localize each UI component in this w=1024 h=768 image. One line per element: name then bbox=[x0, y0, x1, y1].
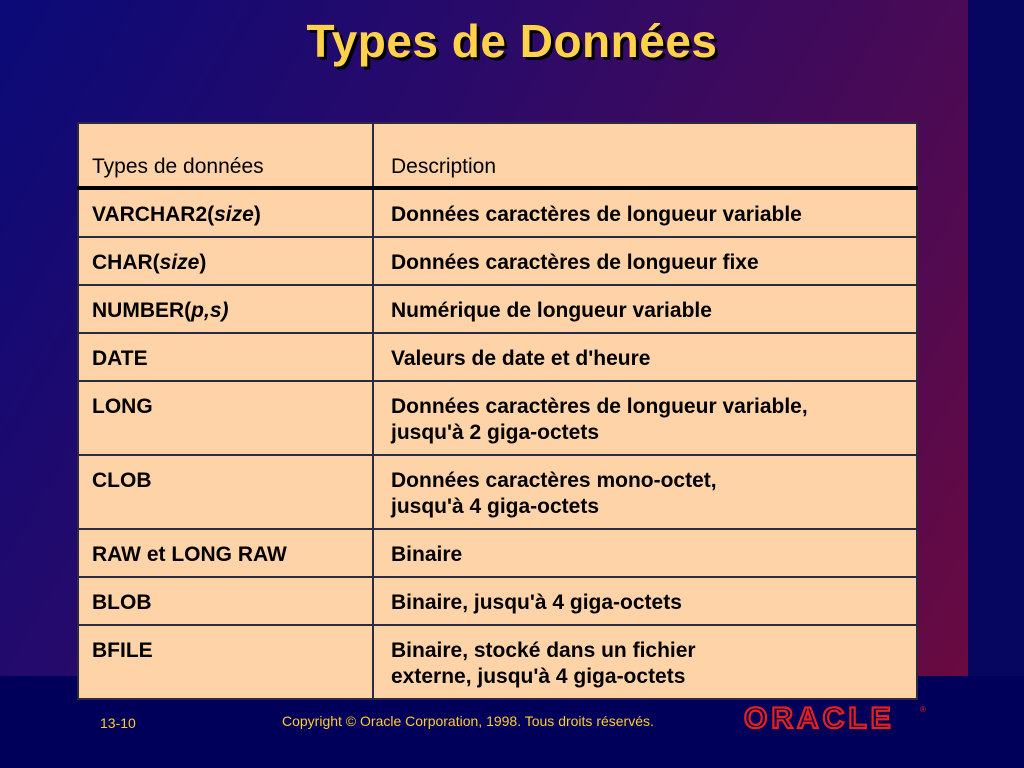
type-name: LONG bbox=[92, 395, 153, 418]
registered-mark: ® bbox=[920, 705, 926, 714]
table-row bbox=[78, 455, 917, 529]
oracle-logo bbox=[744, 700, 930, 734]
type-name: DATE bbox=[92, 347, 148, 370]
description-cell bbox=[373, 333, 917, 381]
type-name: NUMBER( bbox=[92, 299, 192, 322]
table-row bbox=[78, 285, 917, 333]
header-types: Types de données bbox=[78, 123, 373, 188]
type-cell bbox=[78, 333, 373, 381]
header-description: Description bbox=[373, 123, 917, 188]
description-cell bbox=[373, 237, 917, 285]
type-cell bbox=[78, 188, 373, 237]
slide-side-band bbox=[968, 0, 1024, 676]
description-line: Données caractères de longueur fixe bbox=[391, 251, 759, 274]
type-param: p,s) bbox=[191, 299, 229, 322]
description-line: Données caractères de longueur variable, bbox=[391, 395, 808, 418]
description-cell bbox=[373, 285, 917, 333]
type-name: RAW et LONG RAW bbox=[92, 543, 287, 566]
type-name: CLOB bbox=[92, 469, 152, 492]
description-cell bbox=[373, 577, 917, 625]
description-line: jusqu'à 2 giga-octets bbox=[391, 421, 600, 444]
description-line: jusqu'à 4 giga-octets bbox=[391, 495, 600, 518]
type-param: size bbox=[214, 203, 254, 226]
description-line: Valeurs de date et d'heure bbox=[391, 347, 651, 370]
description-cell bbox=[373, 188, 917, 237]
description-line: Données caractères de longueur variable bbox=[391, 203, 802, 226]
type-cell bbox=[78, 529, 373, 577]
table-row bbox=[78, 625, 917, 699]
table-header-row bbox=[78, 123, 917, 188]
type-suffix: ) bbox=[253, 203, 261, 226]
oracle-logo-text: ORACLE bbox=[744, 702, 895, 734]
table-row bbox=[78, 237, 917, 285]
type-cell bbox=[78, 285, 373, 333]
description-line: Numérique de longueur variable bbox=[391, 299, 712, 322]
page-number: 13-10 bbox=[100, 715, 136, 731]
type-param: size bbox=[159, 251, 200, 274]
type-name: VARCHAR2( bbox=[92, 203, 215, 226]
description-cell bbox=[373, 381, 917, 455]
type-cell bbox=[78, 625, 373, 699]
type-name: BLOB bbox=[92, 591, 152, 614]
description-line: Binaire bbox=[391, 543, 463, 566]
table-row bbox=[78, 333, 917, 381]
description-line: externe, jusqu'à 4 giga-octets bbox=[391, 665, 686, 688]
type-cell bbox=[78, 455, 373, 529]
type-cell bbox=[78, 237, 373, 285]
description-cell bbox=[373, 625, 917, 699]
description-line: Binaire, jusqu'à 4 giga-octets bbox=[391, 591, 682, 614]
description-cell bbox=[373, 455, 917, 529]
table-row bbox=[78, 577, 917, 625]
datatypes-table bbox=[77, 122, 918, 700]
table-row bbox=[78, 381, 917, 455]
description-line: Données caractères mono-octet, bbox=[391, 469, 717, 492]
table-row bbox=[78, 529, 917, 577]
copyright-notice: Copyright © Oracle Corporation, 1998. Tous droits réservés. bbox=[282, 713, 654, 729]
type-cell bbox=[78, 381, 373, 455]
type-suffix: ) bbox=[199, 251, 207, 274]
type-name: BFILE bbox=[92, 639, 153, 662]
type-cell bbox=[78, 577, 373, 625]
description-cell bbox=[373, 529, 917, 577]
type-name: CHAR( bbox=[92, 251, 160, 274]
description-line: Binaire, stocké dans un fichier bbox=[391, 639, 696, 662]
table-row bbox=[78, 188, 917, 237]
slide-title: Types de Données bbox=[306, 15, 718, 67]
